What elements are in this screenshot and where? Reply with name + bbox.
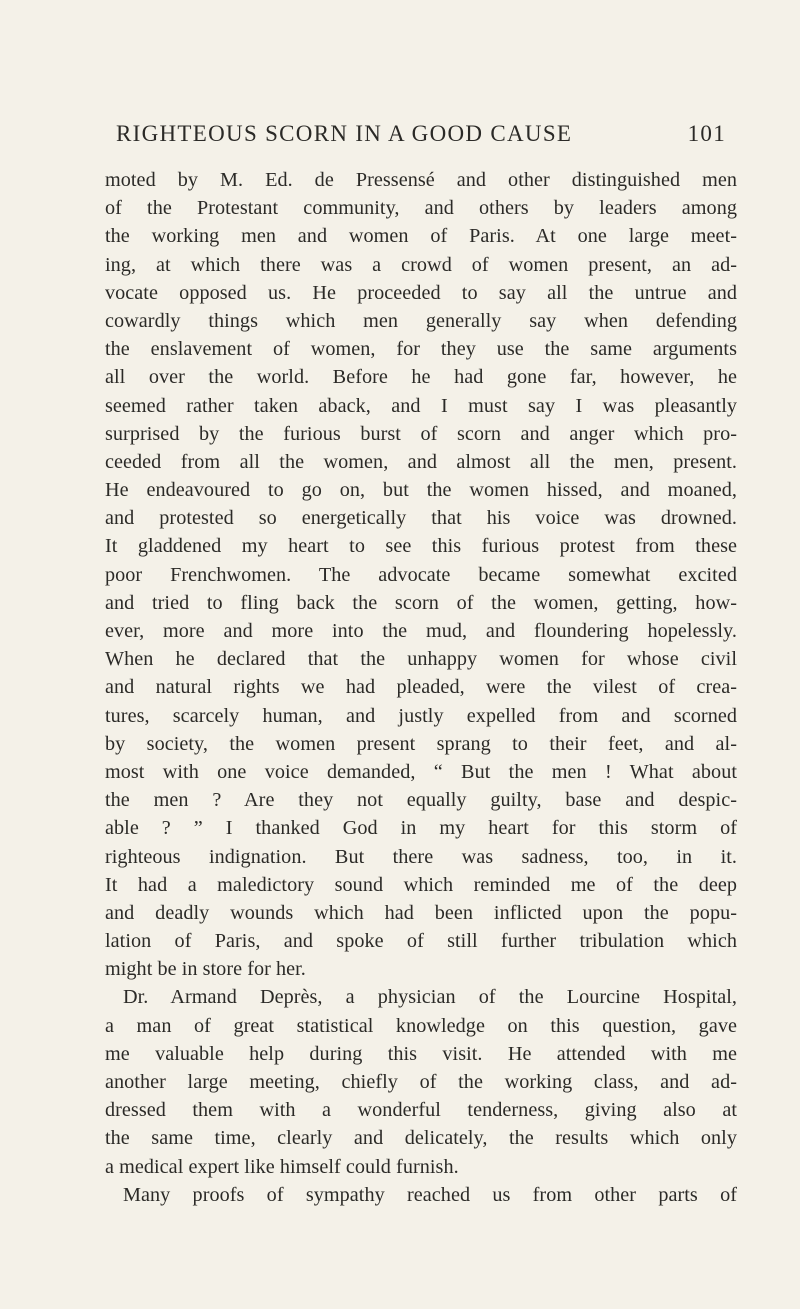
text-line: poor Frenchwomen. The advocate became somewhat excited: [105, 563, 737, 586]
text-line: cowardly things which men generally say when defending: [105, 309, 737, 332]
text-line: the working men and women of Paris. At one large meet-: [105, 225, 737, 248]
text-line: It had a maledictory sound which reminded me of the deep: [105, 873, 737, 896]
text-line: tures, scarcely human, and justly expelled from and scorned: [105, 704, 737, 727]
body-text: [105, 166, 737, 1209]
page-number: 101: [687, 121, 726, 146]
paragraph-start-line: Dr. Armand Deprès, a physician of the Lourcine Hospital,: [123, 986, 737, 1009]
text-line: the men ? Are they not equally guilty, base and despic-: [105, 789, 737, 812]
text-line: me valuable help during this visit. He attended with me: [105, 1042, 737, 1065]
text-line: ing, at which there was a crowd of women present, an ad-: [105, 253, 737, 276]
text-line: moted by M. Ed. de Pressensé and other distinguished men: [105, 169, 737, 191]
text-line: dressed them with a wonderful tenderness, giving also at: [105, 1099, 737, 1122]
text-line: another large meeting, chiefly of the working class, and ad-: [105, 1071, 737, 1093]
text-line: by society, the women present sprang to their feet, and al-: [105, 732, 737, 755]
text-line: and deadly wounds which had been inflicted upon the popu-: [105, 901, 737, 924]
paragraph-end-line: a medical expert like himself could furnish.: [105, 1155, 459, 1178]
text-line: vocate opposed us. He proceeded to say all the untrue and: [105, 281, 737, 304]
paragraph-end-line: might be in store for her.: [105, 958, 306, 981]
text-line: seemed rather taken aback, and I must say I was pleasantly: [105, 394, 737, 417]
text-line: the same time, clearly and delicately, the results which only: [105, 1127, 737, 1150]
text-line: righteous indignation. But there was sadness, too, in it.: [105, 845, 737, 868]
text-line: and protested so energetically that his voice was drowned.: [105, 507, 737, 530]
text-line: lation of Paris, and spoke of still further tribulation which: [105, 930, 737, 953]
running-title: RIGHTEOUS SCORN IN A GOOD CAUSE: [116, 121, 573, 146]
text-line: It gladdened my heart to see this furious protest from these: [105, 535, 737, 558]
text-line: a man of great statistical knowledge on this question, gave: [105, 1014, 737, 1037]
text-line: When he declared that the unhappy women for whose civil: [105, 648, 737, 671]
text-line: and natural rights we had pleaded, were the vilest of crea-: [105, 676, 737, 699]
text-line: He endeavoured to go on, but the women hissed, and moaned,: [105, 479, 737, 502]
text-line: ceeded from all the women, and almost all the men, present.: [105, 450, 737, 473]
text-line: and tried to fling back the scorn of the women, getting, how-: [105, 591, 737, 614]
text-line: surprised by the furious burst of scorn and anger which pro-: [105, 422, 737, 445]
text-line: of the Protestant community, and others by leaders among: [105, 197, 737, 220]
text-line: all over the world. Before he had gone far, however, he: [105, 366, 737, 389]
paragraph-start-line: Many proofs of sympathy reached us from other parts of: [123, 1183, 737, 1206]
text-line: the enslavement of women, for they use the same arguments: [105, 338, 737, 361]
text-line: able ? ” I thanked God in my heart for this storm of: [105, 817, 737, 840]
running-head: [116, 120, 726, 148]
text-line: most with one voice demanded, “ But the men ! What about: [105, 760, 737, 783]
text-line: ever, more and more into the mud, and floundering hopelessly.: [105, 620, 737, 642]
